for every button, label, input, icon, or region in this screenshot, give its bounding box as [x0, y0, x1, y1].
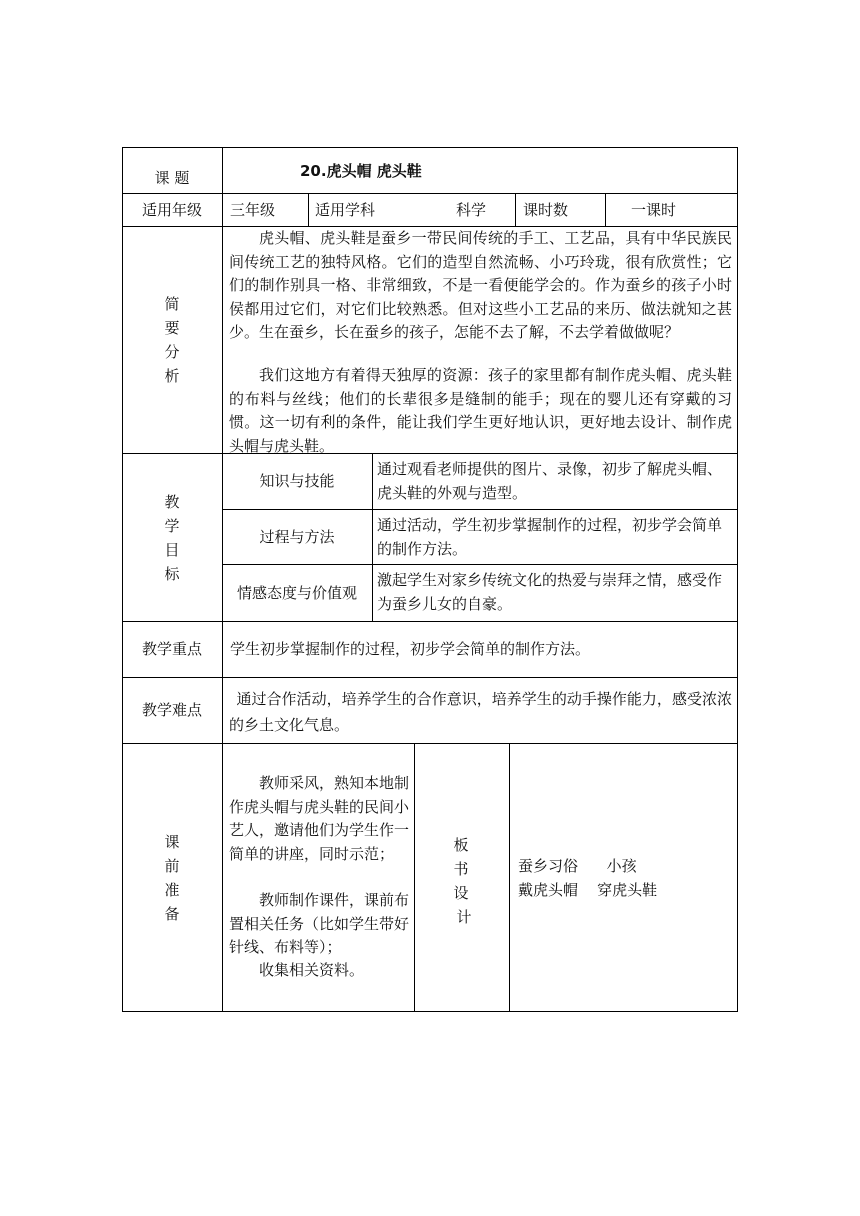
preparation-item-3: 收集相关资料。 [259, 961, 365, 979]
column-divider [515, 193, 516, 226]
analysis-paragraph-2: 我们这地方有着得天独厚的资源：孩子的家里都有制作虎头帽、虎头鞋的布料与丝线；他们的长辈很多是缝制的能手；现在的婴儿还有穿戴的习惯。这一切有利的条件，能让我们学生更好地认识，更好地去设计、制作虎头帽与虎头鞋。 [229, 366, 732, 455]
analysis-paragraph-1: 虎头帽、虎头鞋是蚕乡一带民间传统的手工、工艺品，具有中华民族民间传统工艺的独特风格。它们的造型自然流畅、小巧玲珑，很有欣赏性；它们的制作别具一格、非常细致，不是一看便能学会的。作为蚕乡的孩子小时侯都用过它们，对它们比较熟悉。但对这些小工艺品的来历、做法就知之甚少。生在蚕乡，长在蚕乡的孩子，怎能不去了解，不去学着做做呢？ [229, 229, 732, 341]
board-design-line-2: 戴虎头帽 穿虎头鞋 [518, 881, 658, 899]
column-divider [308, 193, 309, 226]
hours-value: 一课时 [631, 200, 677, 219]
objective-name-process: 过程与方法 [259, 527, 335, 546]
objectives-label: 教 学 目 标 [164, 493, 180, 583]
objective-text-knowledge: 通过观看老师提供的图片、录像，初步了解虎头帽、虎头鞋的外观与造型。 [377, 460, 723, 502]
preparation-item-1: 教师采风，熟知本地制作虎头帽与虎头鞋的民间小艺人，邀请他们为学生作一简单的讲座，同时示范； [229, 774, 410, 863]
objective-text-process: 通过活动，学生初步掌握制作的过程，初步学会简单的制作方法。 [377, 516, 723, 558]
difficulty-label: 教学难点 [141, 701, 202, 719]
lesson-title: 20.虎头帽 虎头鞋 [300, 162, 422, 180]
grade-label: 适用年级 [141, 200, 202, 219]
column-divider [605, 193, 606, 226]
preparation-item-2: 教师制作课件，课前布置相关任务（比如学生带好针线、布料等）； [229, 891, 410, 956]
subject-label: 适用学科 [315, 200, 376, 219]
key-point-label: 教学重点 [141, 640, 202, 658]
preparation-label: 课 前 准 备 [164, 833, 180, 923]
objective-text-emotion: 激起学生对家乡传统文化的热爱与崇拜之情，感受作为蚕乡儿女的自豪。 [377, 571, 723, 613]
column-divider [222, 147, 223, 1012]
objective-name-knowledge: 知识与技能 [259, 472, 335, 490]
title-label: 课 题 [154, 168, 190, 187]
hours-label: 课时数 [523, 200, 569, 219]
column-divider [372, 453, 373, 621]
analysis-label: 简 要 分 析 [164, 295, 180, 385]
row-divider [122, 743, 738, 744]
subject-value: 科学 [456, 200, 487, 219]
board-design-line-1: 蚕乡习俗 小孩 [518, 857, 637, 875]
grade-value: 三年级 [230, 200, 276, 219]
key-point-text: 学生初步掌握制作的过程，初步学会简单的制作方法。 [230, 640, 591, 658]
board-design-label: 板 书 设 计 [453, 836, 472, 926]
difficulty-text: 通过合作活动，培养学生的合作意识，培养学生的动手操作能力，感受浓浓的乡土文化气息。 [229, 690, 732, 734]
objective-name-emotion: 情感态度与价值观 [236, 583, 357, 602]
